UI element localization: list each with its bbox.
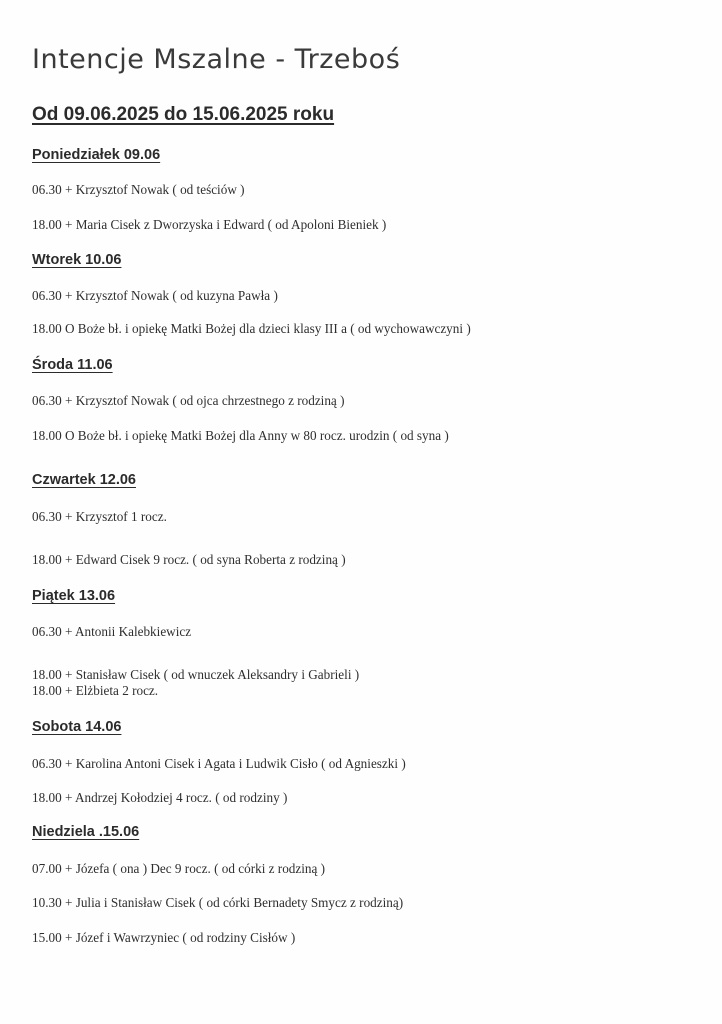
mass-intention-entry: 06.30 + Krzysztof Nowak ( od kuzyna Pawła )	[32, 288, 278, 303]
mass-intention-entry: 18.00 + Elżbieta 2 rocz.	[32, 683, 159, 698]
page-title: Intencje Mszalne - Trzeboś	[32, 44, 401, 75]
mass-intention-entry: 10.30 + Julia i Stanisław Cisek ( od córki Bernadety Smycz z rodziną)	[32, 895, 404, 910]
day-heading-saturday: Sobota 14.06	[32, 719, 122, 735]
mass-intention-entry: 18.00 + Edward Cisek 9 rocz. ( od syna Roberta z rodziną )	[32, 552, 346, 567]
mass-intention-entry: 18.00 O Boże bł. i opiekę Matki Bożej dla Anny w 80 rocz. urodzin ( od syna )	[32, 428, 449, 443]
day-heading-wednesday: Środa 11.06	[32, 357, 113, 373]
mass-intention-entry: 06.30 + Krzysztof Nowak ( od ojca chrzestnego z rodziną )	[32, 393, 345, 408]
mass-intention-entry: 06.30 + Krzysztof Nowak ( od teściów )	[32, 182, 245, 197]
mass-intention-entry: 15.00 + Józef i Wawrzyniec ( od rodziny Cisłów )	[32, 930, 296, 945]
day-heading-monday: Poniedziałek 09.06	[32, 147, 161, 163]
day-heading-thursday: Czwartek 12.06	[32, 472, 136, 488]
mass-intention-entry: 18.00 O Boże bł. i opiekę Matki Bożej dla dzieci klasy III a ( od wychowawczyni )	[32, 321, 471, 336]
mass-intention-entry: 18.00 + Stanisław Cisek ( od wnuczek Aleksandry i Gabrieli )	[32, 667, 360, 682]
mass-intention-entry: 18.00 + Maria Cisek z Dworzyska i Edward ( od Apoloni Bieniek )	[32, 217, 387, 232]
day-heading-friday: Piątek 13.06	[32, 588, 116, 604]
mass-intention-entry: 18.00 + Andrzej Kołodziej 4 rocz. ( od rodziny )	[32, 790, 288, 805]
day-heading-tuesday: Wtorek 10.06	[32, 252, 122, 268]
mass-intention-entry: 06.30 + Antonii Kalebkiewicz	[32, 624, 192, 639]
mass-intention-entry: 07.00 + Józefa ( ona ) Dec 9 rocz. ( od córki z rodziną )	[32, 861, 326, 876]
mass-intention-entry: 06.30 + Karolina Antoni Cisek i Agata i Ludwik Cisło ( od Agnieszki )	[32, 756, 406, 771]
date-range-subtitle: Od 09.06.2025 do 15.06.2025 roku	[32, 104, 335, 125]
day-heading-sunday: Niedziela .15.06	[32, 824, 140, 840]
mass-intention-entry: 06.30 + Krzysztof 1 rocz.	[32, 509, 167, 524]
